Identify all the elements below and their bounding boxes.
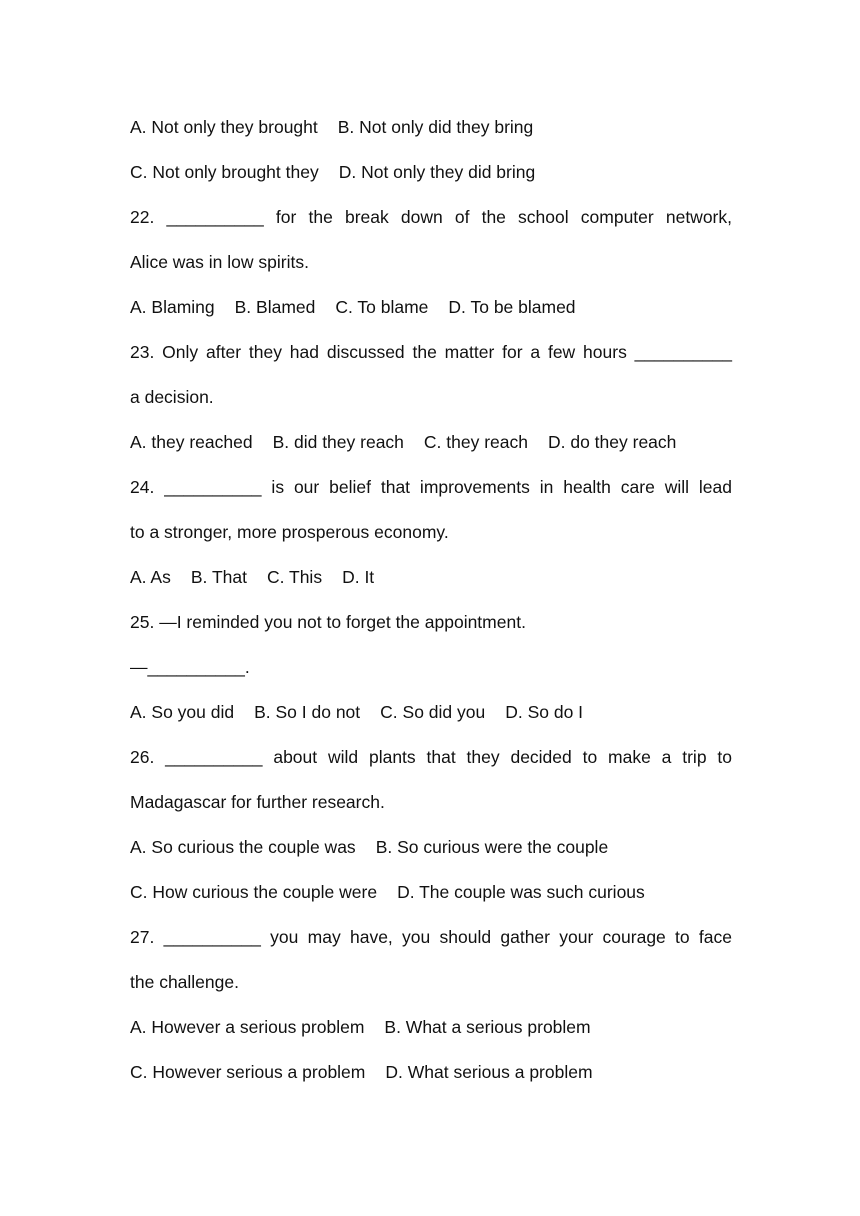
answer-option: D. Not only they did bring: [338, 162, 536, 182]
answer-option: D. do they reach: [547, 432, 677, 452]
question-text-line: 23. Only after they had discussed the matter for a few hours __________: [130, 342, 732, 362]
answer-option: B. did they reach: [272, 432, 404, 452]
answer-option: A. However a serious problem: [130, 1017, 365, 1037]
answer-option: C. So did you: [380, 702, 486, 722]
answer-options: [130, 112, 732, 157]
answer-options: [130, 1057, 732, 1102]
answer-option: B. That: [190, 567, 247, 587]
answer-options: [130, 697, 732, 742]
answer-options: [130, 562, 732, 607]
answer-options: [130, 832, 732, 877]
answer-option: A. As: [130, 567, 171, 587]
answer-option: A. Not only they brought: [130, 117, 318, 137]
answer-option: B. So I do not: [254, 702, 361, 722]
answer-option: C. Not only brought they: [130, 162, 319, 182]
answer-option: D. It: [342, 567, 375, 587]
question-text-line: Madagascar for further research.: [130, 792, 385, 812]
answer-options: [130, 427, 732, 472]
question-text-line: the challenge.: [130, 972, 239, 992]
answer-options: [130, 1012, 732, 1057]
answer-options: [130, 877, 732, 922]
answer-option: B. Not only did they bring: [337, 117, 534, 137]
answer-option: B. What a serious problem: [384, 1017, 591, 1037]
answer-option: C. This: [266, 567, 323, 587]
answer-option: C. To blame: [335, 297, 429, 317]
question-text-line: 22. __________ for the break down of the school computer network,: [130, 207, 732, 227]
answer-option: D. The couple was such curious: [397, 882, 645, 902]
question-text-line: 24. __________ is our belief that improvements in health care will lead: [130, 477, 732, 497]
question-text-line: a decision.: [130, 387, 214, 407]
answer-option: D. What serious a problem: [385, 1062, 593, 1082]
question-text-line: —__________.: [130, 657, 250, 677]
answer-option: C. How curious the couple were: [130, 882, 378, 902]
question-text-line: to a stronger, more prosperous economy.: [130, 522, 449, 542]
question-text-line: 25. —I reminded you not to forget the appointment.: [130, 612, 526, 632]
question-text-line: Alice was in low spirits.: [130, 252, 309, 272]
answer-option: B. So curious were the couple: [375, 837, 609, 857]
question-text-line: 26. __________ about wild plants that they decided to make a trip to: [130, 747, 732, 767]
question-text-line: 27. __________ you may have, you should gather your courage to face: [130, 927, 732, 947]
document-page: [130, 112, 732, 1102]
answer-option: C. However serious a problem: [130, 1062, 366, 1082]
answer-options: [130, 292, 732, 337]
answer-option: A. Blaming: [130, 297, 215, 317]
answer-option: D. To be blamed: [448, 297, 576, 317]
answer-option: B. Blamed: [234, 297, 316, 317]
answer-option: A. So you did: [130, 702, 235, 722]
answer-option: D. So do I: [505, 702, 584, 722]
answer-options: [130, 157, 732, 202]
answer-option: C. they reach: [423, 432, 528, 452]
answer-option: A. So curious the couple was: [130, 837, 356, 857]
answer-option: A. they reached: [130, 432, 253, 452]
